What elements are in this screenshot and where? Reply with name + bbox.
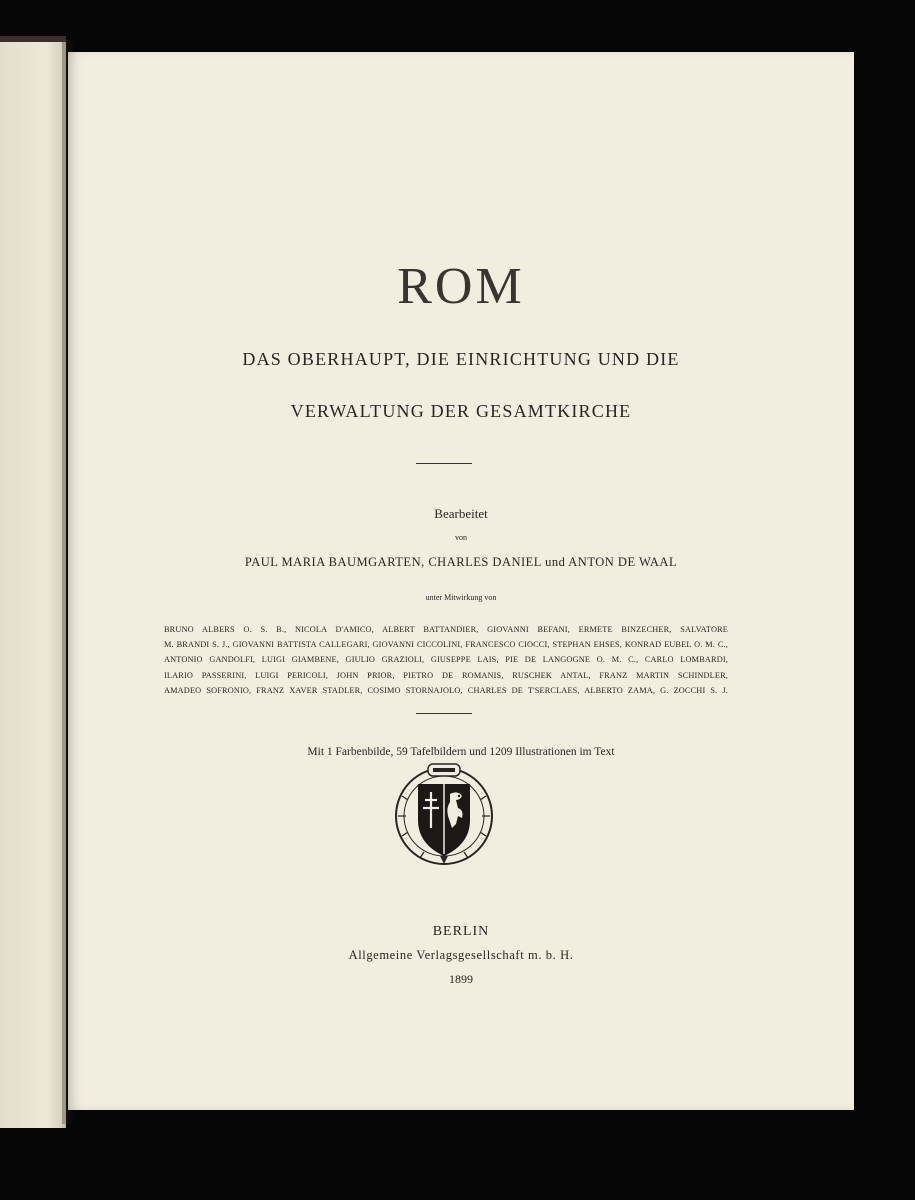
contributors-line: M. BRANDI S. J., GIOVANNI BATTISTA CALLEGARI, GIOVANNI CICCOLINI, FRANCESCO CIOCCI, STEPHAN EHSES, KONRAD EUBEL O. M. C., [164,640,728,650]
illustrations-note: Mit 1 Farbenbilde, 59 Tafelbildern und 1209 Illustrationen im Text [307,746,615,758]
imprint-city: BERLIN [432,924,490,939]
by-label: von [455,533,467,542]
left-page [0,36,66,1128]
edited-label: Bearbeitet [434,506,488,521]
imprint-year: 1899 [449,972,473,986]
divider-rule [416,713,472,714]
contributors-list [164,622,728,698]
title-page [68,52,854,1110]
authors-line: PAUL MARIA BAUMGARTEN, CHARLES DANIEL und ANTON DE WAAL [244,555,678,569]
imprint-publisher: Allgemeine Verlagsgesellschaft m. b. H. [348,948,574,962]
publisher-seal-icon [388,758,500,870]
contributors-line: BRUNO ALBERS O. S. B., NICOLA D'AMICO, ALBERT BATTANDIER, GIOVANNI BEFANI, ERMETE BINZECHER, SALVATORE [164,625,728,634]
contributors-line: ANTONIO GANDOLFI, LUIGI GIAMBENE, GIULIO GRAZIOLI, GIUSEPPE LAIS, PIE DE LANGOGNE O. M. C., CARLO LOMBARDI, [164,655,728,665]
contributors-line: AMADEO SOFRONIO, FRANZ XAVER STADLER, COSIMO STORNAJOLO, CHARLES DE T'SERCLAES, ALBERTO ZAMA, G. ZOCCHI S. J. [164,685,728,695]
subtitle-line-2: VERWALTUNG DER GESAMTKIRCHE [290,401,632,421]
book-title: ROM [397,258,525,315]
contributors-line: ILARIO PASSERINI, LUIGI PERICOLI, JOHN PRIOR, PIETRO DE ROMANIS, RUSCHEK ANTAL, FRANZ MARTIN SCHINDLER, [164,670,728,680]
collaboration-label: unter Mitwirkung von [425,593,497,602]
divider-rule [416,463,472,464]
subtitle-line-1: DAS OBERHAUPT, DIE EINRICHTUNG UND DIE [242,349,680,369]
